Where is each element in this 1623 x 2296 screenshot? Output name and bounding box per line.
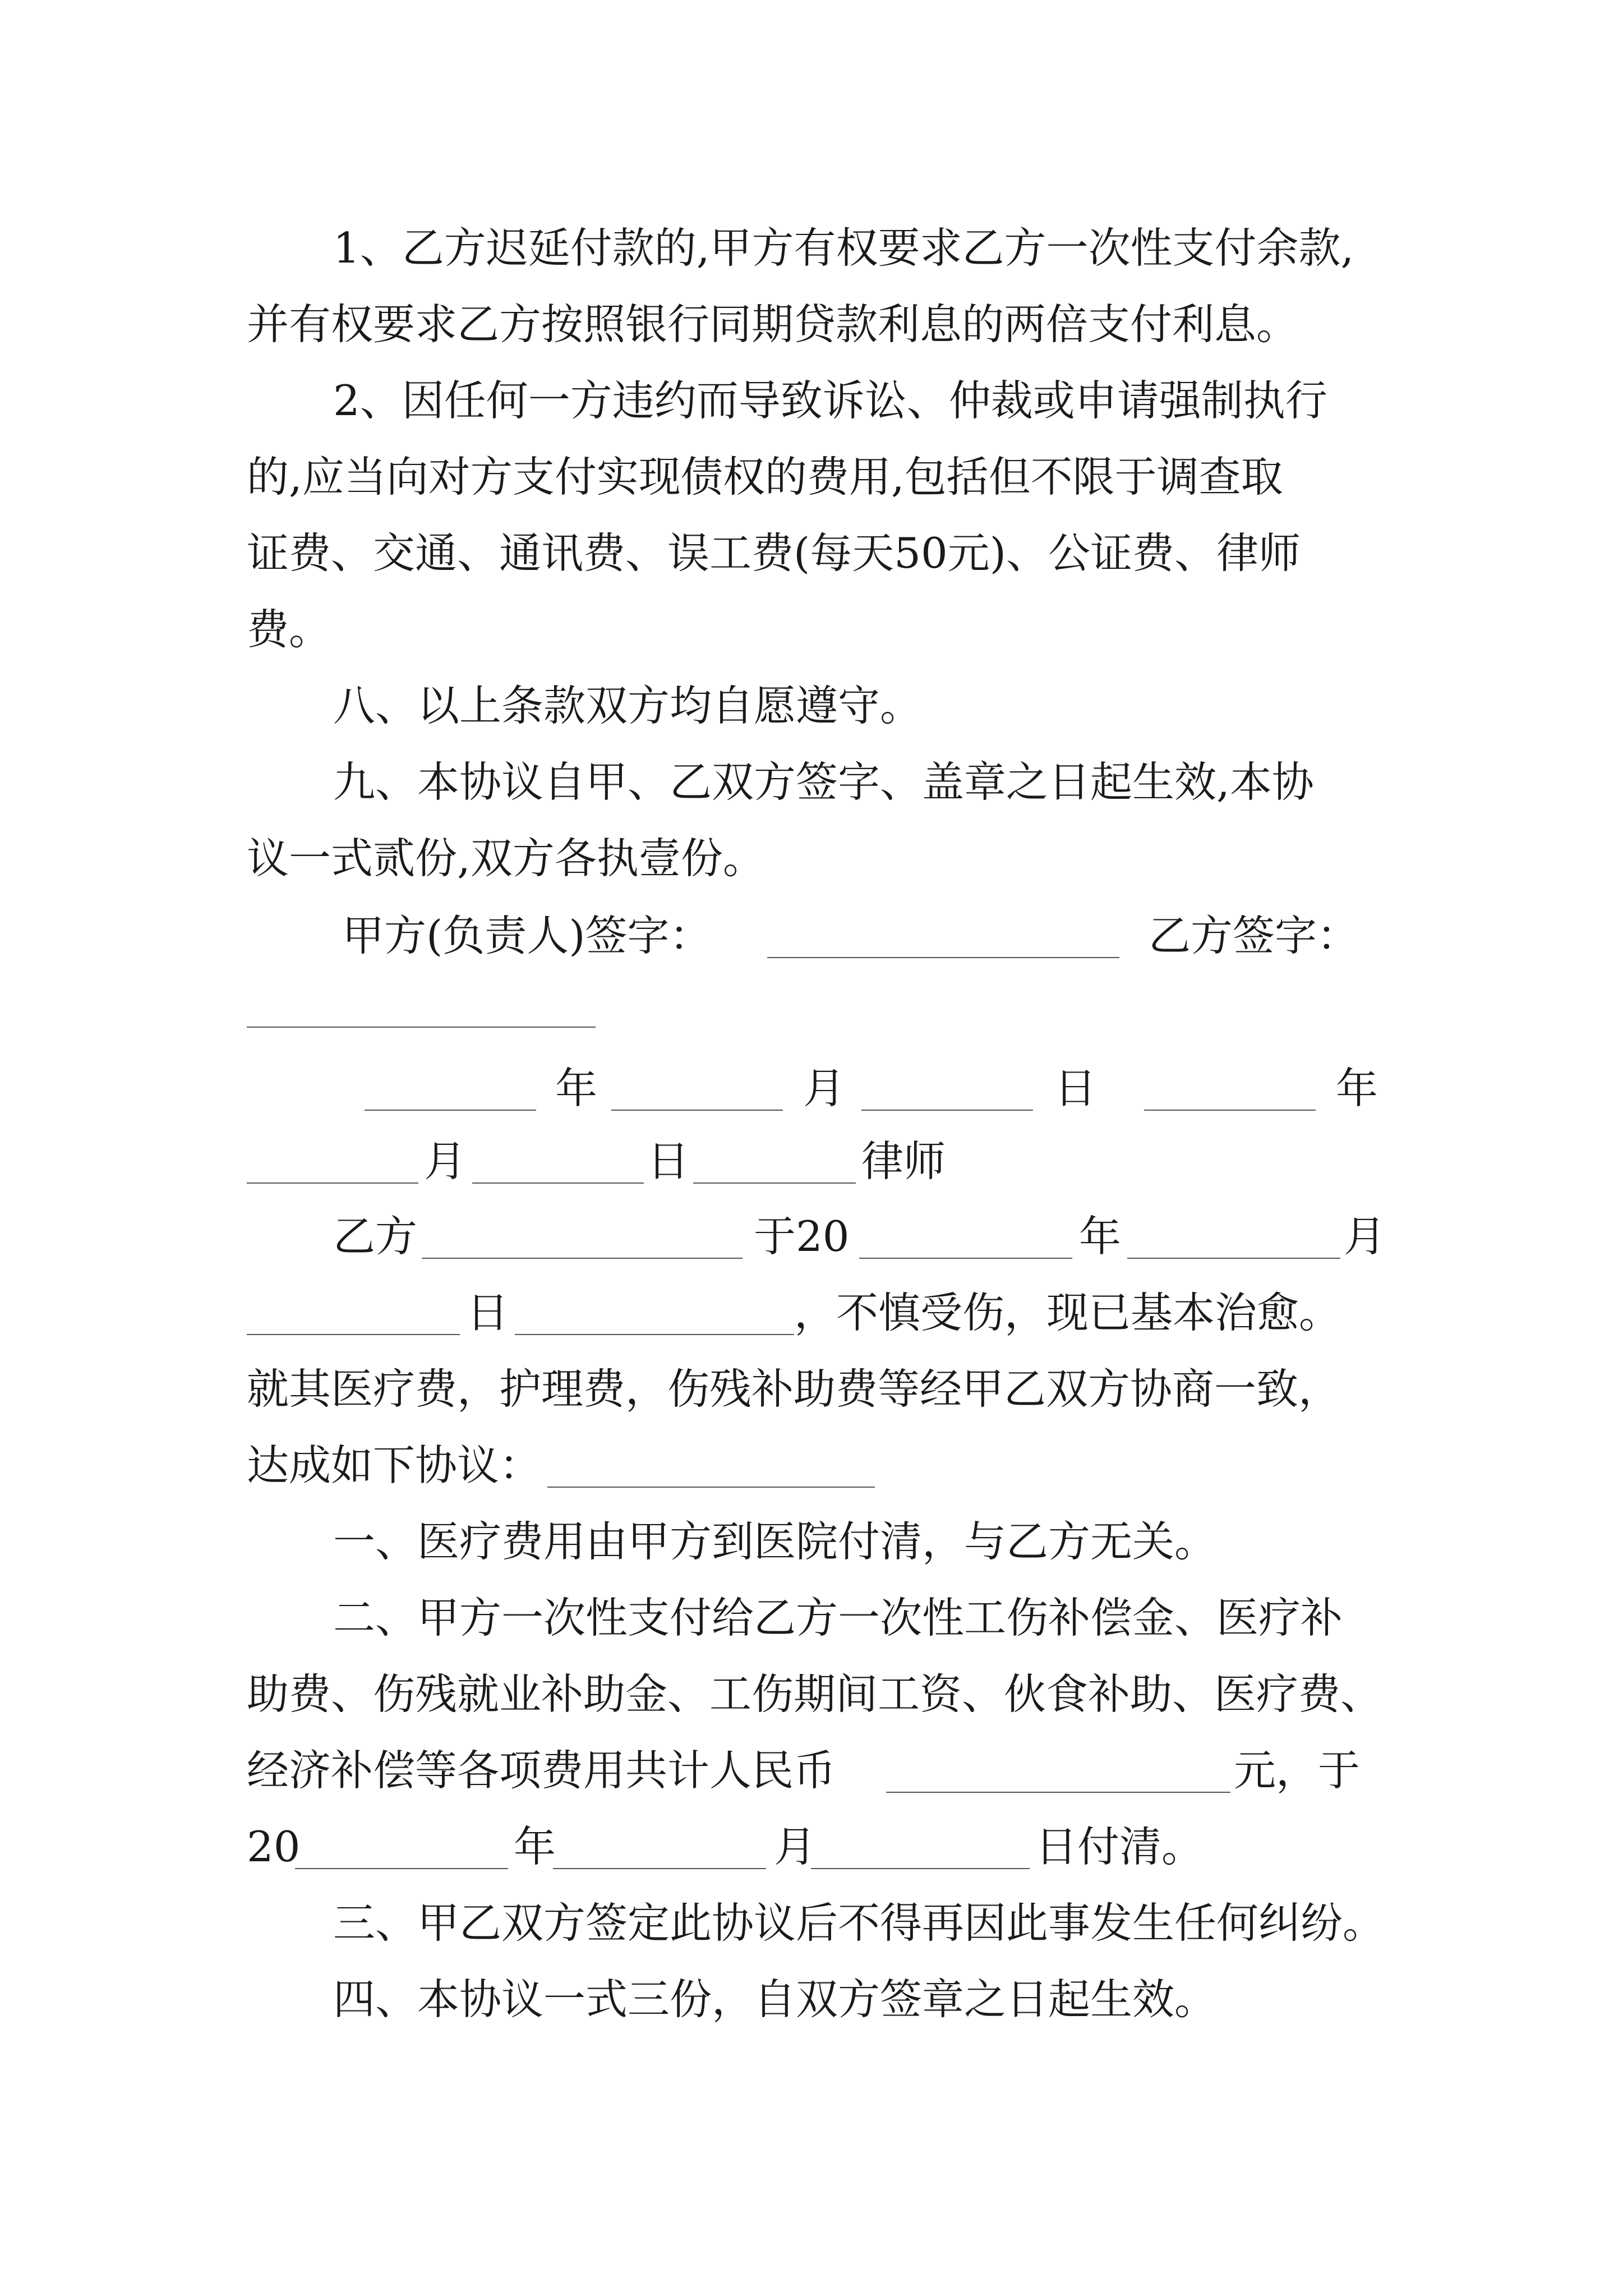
- date-day-blank-2[interactable]: [472, 1182, 644, 1184]
- injury-year-label: 年: [1079, 1212, 1122, 1261]
- agreement-intro: 达成如下协议：: [247, 1441, 542, 1490]
- injury-month-label: 月: [1344, 1212, 1386, 1261]
- date-month-blank[interactable]: [611, 1110, 783, 1111]
- clause-2-line: 经济补偿等各项费用共计人民币: [247, 1746, 836, 1795]
- injury-day-blank[interactable]: [247, 1334, 460, 1335]
- paragraph-line: 的,应当向对方支付实现债权的费用,包括但不限于调查取: [247, 452, 1283, 501]
- paragraph-line: 议一式贰份,双方各执壹份。: [247, 834, 765, 883]
- party-b-signature-label: 乙方签字：: [1149, 911, 1359, 960]
- clause-2-line: 二、甲方一次性支付给乙方一次性工伤补偿金、医疗补: [333, 1593, 1343, 1642]
- pay-month-blank[interactable]: [553, 1868, 766, 1869]
- year-label-2: 年: [1336, 1064, 1378, 1113]
- injury-year-blank[interactable]: [859, 1258, 1072, 1259]
- pay-year-blank[interactable]: [295, 1868, 508, 1869]
- month-label-2: 月: [424, 1137, 467, 1186]
- date-year-blank[interactable]: [365, 1110, 536, 1111]
- pay-day-blank[interactable]: [811, 1868, 1030, 1869]
- injury-day-label: 日: [467, 1288, 509, 1337]
- clause-2-line: 助费、伤残就业补助金、工伤期间工资、伙食补助、医疗费、: [247, 1669, 1383, 1719]
- on-date-label: 于20: [754, 1212, 850, 1261]
- lawyer-label: 律师: [861, 1137, 946, 1186]
- date-day-blank[interactable]: [861, 1110, 1033, 1111]
- party-a-signature-blank[interactable]: [767, 957, 1119, 958]
- month-label: 月: [803, 1064, 846, 1113]
- day-label: 日: [1054, 1064, 1097, 1113]
- clause-1: 一、医疗费用由甲方到医院付清，与乙方无关。: [333, 1517, 1217, 1566]
- date-year-blank-2[interactable]: [1144, 1110, 1316, 1111]
- pay-day-label: 日付清。: [1035, 1822, 1204, 1871]
- year-label: 年: [555, 1064, 598, 1113]
- paragraph-line: 费。: [247, 605, 331, 654]
- injury-text: ，不慎受伤，现已基本治愈。: [794, 1288, 1341, 1337]
- party-b-label: 乙方: [333, 1212, 418, 1261]
- paragraph-line: 2、因任何一方违约而导致诉讼、仲裁或申请强制执行: [333, 376, 1327, 425]
- date-month-blank-2[interactable]: [247, 1182, 418, 1184]
- pay-year-prefix: 20: [247, 1822, 301, 1871]
- party-b-name-blank[interactable]: [422, 1258, 743, 1259]
- paragraph-line: 并有权要求乙方按照银行同期贷款利息的两倍支付利息。: [247, 300, 1299, 349]
- pay-year-label: 年: [514, 1822, 556, 1871]
- injury-detail-blank[interactable]: [515, 1334, 794, 1335]
- clause-3: 三、甲乙双方签定此协议后不得再因此事发生任何纠纷。: [333, 1898, 1385, 1948]
- paragraph-line: 九、本协议自甲、乙双方签字、盖章之日起生效,本协: [333, 757, 1314, 807]
- party-a-signature-label: 甲方(负责人)签字：: [342, 911, 712, 960]
- paragraph-line: 八、以上条款双方均自愿遵守。: [333, 681, 923, 730]
- lawyer-blank[interactable]: [693, 1182, 856, 1184]
- injury-month-blank[interactable]: [1127, 1258, 1340, 1259]
- clause-4: 四、本协议一式三份，自双方签章之日起生效。: [333, 1975, 1217, 2024]
- day-label-2: 日: [647, 1137, 690, 1186]
- agreement-blank[interactable]: [547, 1487, 875, 1488]
- pay-month-label: 月: [774, 1822, 817, 1871]
- amount-blank[interactable]: [886, 1792, 1230, 1793]
- yuan-label: 元，于: [1234, 1746, 1361, 1795]
- party-b-signature-blank[interactable]: [247, 1027, 596, 1028]
- paragraph-line: 1、乙方迟延付款的,甲方有权要求乙方一次性支付余款,: [333, 223, 1354, 273]
- paragraph-line: 证费、交通、通讯费、误工费(每天50元)、公证费、律师: [247, 528, 1301, 578]
- paragraph-line: 就其医疗费，护理费，伤残补助费等经甲乙双方协商一致，: [247, 1364, 1341, 1414]
